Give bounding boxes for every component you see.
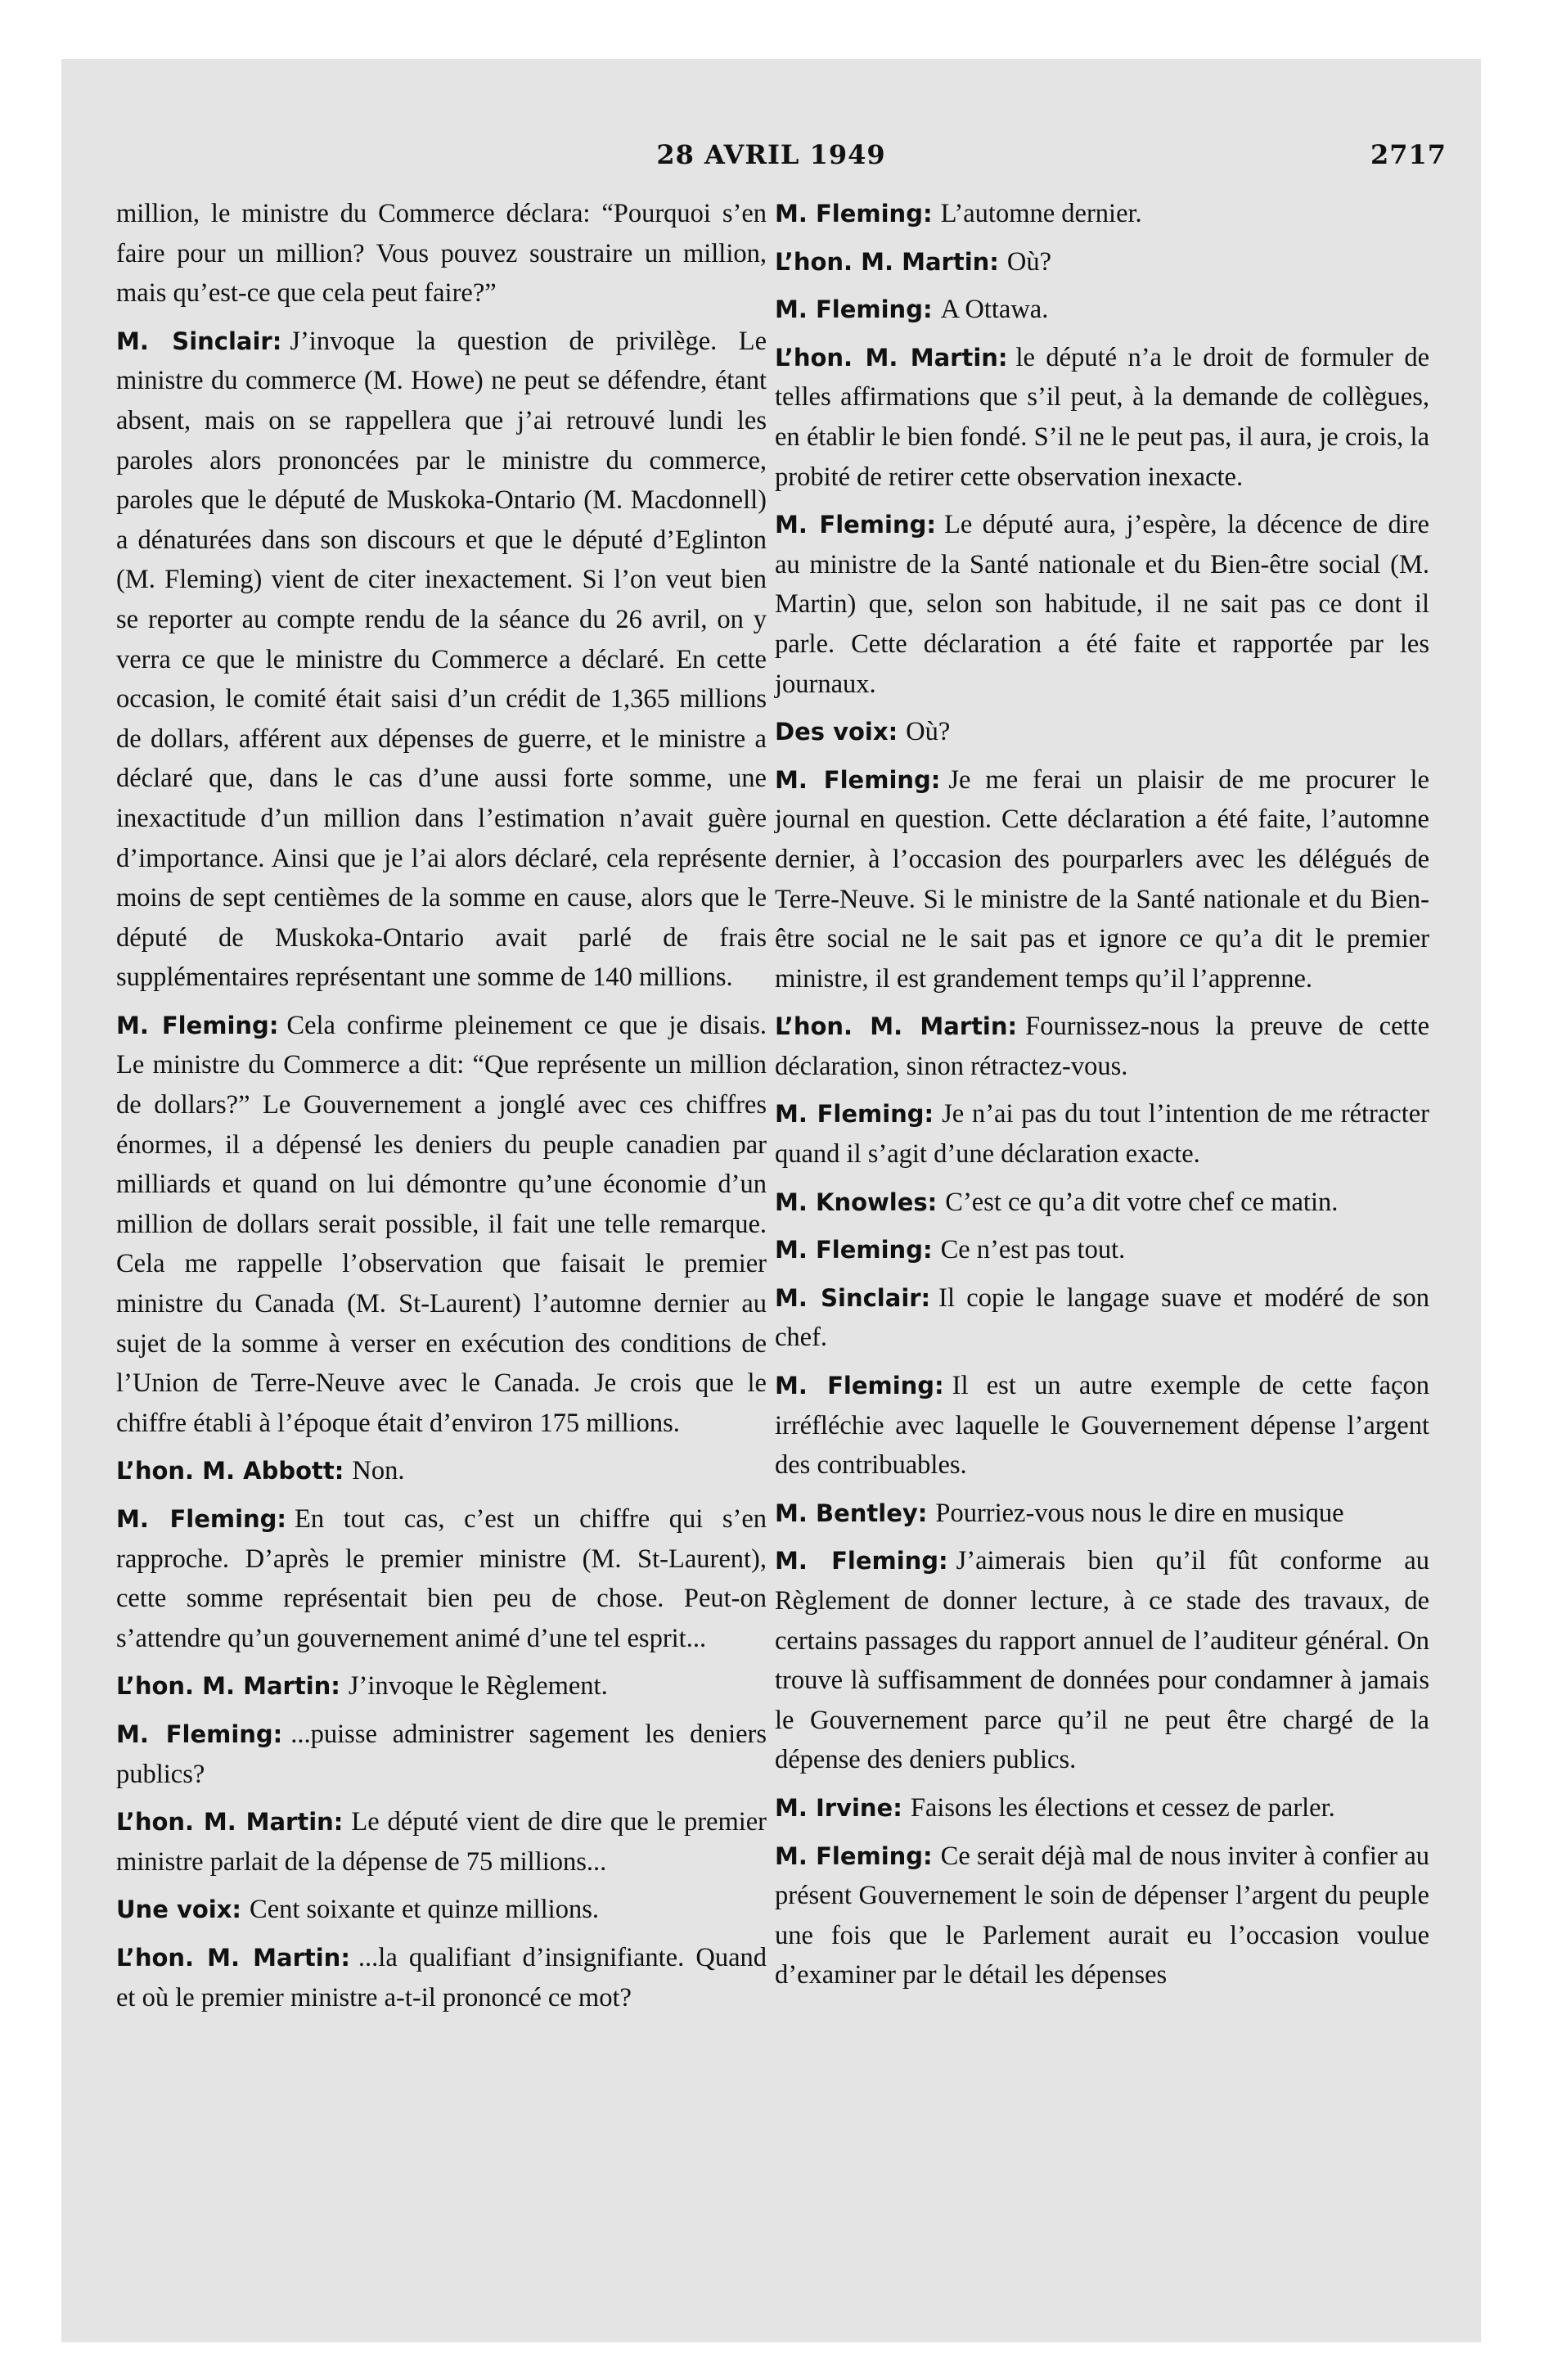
paragraph <box>775 1278 1429 1358</box>
speaker-name: M. Fleming: <box>116 1011 279 1039</box>
paragraph <box>775 194 1429 234</box>
speaker-name: M. Bentley: <box>775 1499 928 1527</box>
paragraph-text: C’est ce qu’a dit votre chef ce matin. <box>945 1187 1339 1217</box>
paragraph <box>116 1890 767 1930</box>
paragraph <box>116 322 767 998</box>
page-header <box>61 139 1481 188</box>
paragraph <box>775 1007 1429 1086</box>
speaker-name: M. Fleming: <box>775 1100 934 1129</box>
page-number: 2717 <box>1370 139 1447 170</box>
paragraph <box>775 712 1429 752</box>
speaker-name: M. Fleming: <box>775 765 941 794</box>
paragraph <box>775 1494 1429 1534</box>
paragraph <box>775 1541 1429 1780</box>
left-column <box>116 194 767 2026</box>
speaker-name: M. Knowles: <box>775 1188 938 1216</box>
paragraph-text: J’invoque la question de privilège. Le ministre du commerce (M. Howe) ne peut se défendre, étant absent, mais on se rappellera que j’ai retrouvé lundi les paroles alors prononcées par le ministre du commerce, paroles que le député de Muskoka-Ontario (M. Macdonnell) a dénaturées dans son discours et que le député d’Eglinton (M. Fleming) vient de citer inexactement. Si l’on veut bien se reporter au compte rendu de la séance du 26 avril, on y verra ce que le ministre du Commerce a déclaré. En cette occasion, le comité était saisi d’un crédit de 1,365 millions de dollars, afférent aux dépenses de guerre, et le ministre a déclaré que, dans le cas d’une aussi forte somme, une inexactitude d’un million dans l’estimation n’avait guère d’importance. Ainsi que je l’ai alors déclaré, cela représente moins de sept centièmes de la somme en cause, alors que le député de Muskoka-Ontario avait parlé de frais supplémentaires représentant une somme de 140 millions. <box>116 326 767 993</box>
right-column <box>775 194 1429 2004</box>
paragraph <box>116 1802 767 1882</box>
paragraph <box>775 1788 1429 1828</box>
speaker-name: M. Irvine: <box>775 1793 902 1822</box>
paragraph-text: Je n’ai pas du tout l’intention de me rétracter quand il s’agit d’une déclaration exacte. <box>775 1099 1429 1170</box>
speaker-name: M. Fleming: <box>116 1720 283 1748</box>
speaker-name: L’hon. M. Martin: <box>116 1672 340 1701</box>
paragraph-text: Fournissez-nous la preuve de cette déclaration, sinon rétractez-vous. <box>775 1012 1429 1081</box>
paragraph <box>775 760 1429 999</box>
paragraph <box>775 1094 1429 1174</box>
paragraph <box>775 338 1429 497</box>
paragraph-text: Le député aura, j’espère, la décence de dire au ministre de la Santé nationale et du Bien-être social (M. Martin) que, selon son habitude, il ne sait pas ce dont il parle. Cette déclaration a été faite et rapportée par les journaux. <box>775 510 1429 699</box>
paragraph-text: Je me ferai un plaisir de me procurer le journal en question. Cette déclaration a été faite, l’automne dernier, à l’occasion des pourparlers avec les délégués de Terre-Neuve. Si le ministre de la Santé nationale et du Bien-être social ne le sait pas et ignore ce qu’a dit le premier ministre, il est grandement temps qu’il l’apprenne. <box>775 764 1429 994</box>
speaker-name: L’hon. M. Martin: <box>116 1943 350 1972</box>
paragraph-text: Ce n’est pas tout. <box>940 1235 1126 1265</box>
paragraph-text: Pourriez-vous nous le dire en musique <box>935 1498 1344 1528</box>
speaker-name: M. Fleming: <box>775 1841 933 1870</box>
paragraph-text: Cent soixante et quinze millions. <box>250 1895 599 1925</box>
paragraph <box>775 1837 1429 1995</box>
speaker-name: M. Fleming: <box>116 1505 287 1533</box>
paragraph <box>116 194 767 313</box>
speaker-name: Une voix: <box>116 1895 242 1924</box>
paragraph <box>775 1230 1429 1270</box>
paragraph-text: ...la qualifiant d’insignifiante. Quand et où le premier ministre a-t-il prononcé ce mot? <box>116 1942 767 2013</box>
paragraph-text: J’invoque le Règlement. <box>348 1671 608 1702</box>
speaker-name: M. Sinclair: <box>775 1283 931 1312</box>
paragraph-text: Il copie le langage suave et modéré de son chef. <box>775 1282 1429 1353</box>
paragraph <box>775 242 1429 282</box>
paragraph-text: Il est un autre exemple de cette façon irréfléchie avec laquelle le Gouvernement dépense l’argent des contribuables. <box>775 1371 1429 1481</box>
paragraph-text: Cela confirme pleinement ce que je disais. Le ministre du Commerce a dit: “Que représente un million de dollars?” Le Gouvernement a jonglé avec ces chiffres énormes, il a dépensé les deniers du peuple canadien par milliards et quand on lui démontre qu’une économie d’un million de dollars serait possible, il fait une telle remarque. Cela me rappelle l’observation que faisait le premier ministre du Canada (M. St-Laurent) l’automne dernier au sujet de la somme à verser en exécution des conditions de l’Union de Terre-Neuve avec le Canada. Je crois que le chiffre établi à l’époque était d’environ 175 millions. <box>116 1010 767 1438</box>
paragraph-text: Où? <box>1006 246 1052 277</box>
paragraph <box>775 1366 1429 1485</box>
paragraph-text: ...puisse administrer sagement les deniers publics? <box>116 1719 767 1789</box>
paragraph-text: Faisons les élections et cessez de parler. <box>910 1792 1335 1823</box>
paragraph-text: A Ottawa. <box>940 295 1049 325</box>
speaker-name: M. Sinclair: <box>116 327 282 355</box>
paragraph <box>116 1666 767 1706</box>
paragraph-text: Où? <box>906 717 951 747</box>
paragraph <box>116 1715 767 1794</box>
paragraph-text: Le député vient de dire que le premier ministre parlait de la dépense de 75 millions... <box>116 1807 767 1877</box>
speaker-name: L’hon. M. Abbott: <box>116 1457 344 1485</box>
speaker-name: L’hon. M. Martin: <box>775 247 999 276</box>
speaker-name: M. Fleming: <box>775 1372 944 1400</box>
speaker-name: M. Fleming: <box>775 1547 948 1575</box>
speaker-name: M. Fleming: <box>775 1236 933 1264</box>
paragraph-text: En tout cas, c’est un chiffre qui s’en rapproche. D’après le premier ministre (M. St-Laurent), cette somme représentait bien peu de chose. Peut-on s’attendre qu’un gouvernement animé d’une tel esprit... <box>116 1504 767 1653</box>
speaker-name: L’hon. M. Martin: <box>775 1012 1018 1041</box>
speaker-name: M. Fleming: <box>775 295 933 324</box>
paragraph-text: le député n’a le droit de formuler de telles affirmations que s’il peut, à la demande de collègues, en établir le bien fondé. S’il ne le peut pas, il aura, je crois, la probité de retirer cette observation inexacte. <box>775 342 1429 492</box>
paragraph-text: Non. <box>352 1456 405 1486</box>
paragraph-text: million, le ministre du Commerce déclara: “Pourquoi s’en faire pour un million? Vous pouvez soustraire un million, mais qu’est-ce que cela peut faire?” <box>116 199 767 309</box>
speaker-name: M. Fleming: <box>775 200 933 228</box>
paragraph <box>116 1451 767 1491</box>
paragraph <box>116 1938 767 2017</box>
paragraph-text: Ce serait déjà mal de nous inviter à confier au présent Gouvernement le soin de dépenser l’argent du peuple une fois que le Parlement aurait eu l’occasion voulue d’examiner par le détail les dépenses <box>775 1841 1429 1990</box>
paragraph <box>775 1183 1429 1223</box>
paragraph <box>775 290 1429 330</box>
header-date: 28 AVRIL 1949 <box>656 139 886 170</box>
paragraph-text: J’aimerais bien qu’il fût conforme au Règlement de donner lecture, à ce stade des travaux, de certains passages du rapport annuel de l’auditeur général. On trouve là suffisamment de données pour condamner à jamais le Gouvernement parce qu’il ne peut être chargé de la dépense des deniers publics. <box>775 1546 1429 1775</box>
paragraph <box>775 505 1429 704</box>
paragraph <box>116 1499 767 1658</box>
scanned-page <box>61 59 1481 2342</box>
paragraph <box>116 1006 767 1444</box>
paragraph-text: L’automne dernier. <box>940 199 1142 228</box>
speaker-name: Des voix: <box>775 718 898 746</box>
speaker-name: M. Fleming: <box>775 511 936 539</box>
speaker-name: L’hon. M. Martin: <box>116 1808 344 1837</box>
speaker-name: L’hon. M. Martin: <box>775 343 1008 372</box>
